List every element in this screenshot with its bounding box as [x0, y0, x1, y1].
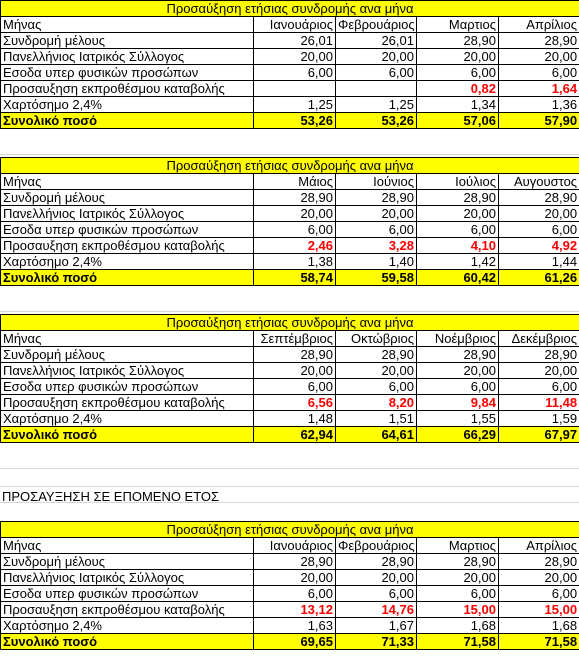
gridline	[0, 311, 579, 312]
cell[interactable]: 28,90	[336, 554, 417, 570]
total-row	[1, 113, 579, 129]
row-label[interactable]: Πανελλήνιος Ιατρικός Σύλλογος	[1, 206, 254, 222]
table-row	[1, 554, 579, 570]
cell[interactable]: 20,00	[254, 49, 336, 65]
total-cell[interactable]: 71,58	[499, 634, 579, 650]
total-cell[interactable]: 57,06	[417, 113, 499, 129]
cell[interactable]: 26,01	[254, 33, 336, 49]
row-label[interactable]: Συνδρομή μέλους	[1, 347, 254, 363]
cell[interactable]: 0,82	[417, 81, 499, 97]
total-row	[1, 634, 579, 650]
increase-table-3	[0, 314, 579, 443]
cell[interactable]: 1,36	[499, 97, 579, 113]
cell[interactable]: 6,00	[336, 586, 417, 602]
cell[interactable]: 1,67	[336, 618, 417, 634]
cell[interactable]: 20,00	[336, 363, 417, 379]
total-row	[1, 427, 579, 443]
cell[interactable]: 6,00	[499, 379, 579, 395]
cell[interactable]: 20,00	[417, 49, 499, 65]
cell[interactable]: 1,55	[417, 411, 499, 427]
cell[interactable]: 20,00	[499, 49, 579, 65]
cell[interactable]: 20,00	[336, 49, 417, 65]
month-header[interactable]: Ιανουάριος	[254, 17, 336, 33]
increase-table-next-year	[0, 521, 579, 650]
cell[interactable]: 28,90	[336, 347, 417, 363]
row-label[interactable]: Εσοδα υπερ φυσικών προσώπων	[1, 222, 254, 238]
table-row	[1, 222, 579, 238]
month-header[interactable]: Απρίλιος	[499, 538, 579, 554]
table-row	[1, 570, 579, 586]
cell[interactable]: 28,90	[336, 190, 417, 206]
table-title: Προσαύξηση ετήσιας συνδρομής ανα μήνα	[1, 522, 579, 538]
total-cell[interactable]: 71,58	[417, 634, 499, 650]
month-header[interactable]: Φεβρουάριος	[336, 17, 417, 33]
month-header[interactable]: Ιανουάριος	[254, 538, 336, 554]
cell[interactable]: 1,64	[499, 81, 579, 97]
row-label[interactable]: Προσαυξηση εκπροθέσμου καταβολής	[1, 81, 254, 97]
row-label[interactable]: Χαρτόσημο 2,4%	[1, 411, 254, 427]
next-year-heading[interactable]: ΠΡΟΣΑΥΞΗΣΗ ΣΕ ΕΠΟΜΕΝΟ ΕΤΟΣ	[2, 489, 220, 504]
cell[interactable]: 20,00	[336, 206, 417, 222]
total-cell[interactable]: 57,90	[499, 113, 579, 129]
cell[interactable]: 1,25	[254, 97, 336, 113]
cell[interactable]: 20,00	[417, 570, 499, 586]
total-cell[interactable]: 64,61	[336, 427, 417, 443]
total-label[interactable]: Συνολικό ποσό	[1, 427, 254, 443]
month-header-label[interactable]: Μήνας	[1, 17, 254, 33]
table-row	[1, 618, 579, 634]
cell[interactable]: 20,00	[336, 570, 417, 586]
cell[interactable]: 20,00	[499, 363, 579, 379]
row-label[interactable]: Προσαυξηση εκπροθέσμου καταβολής	[1, 395, 254, 411]
total-cell[interactable]: 61,26	[499, 270, 579, 286]
cell[interactable]: 1,51	[336, 411, 417, 427]
table-row	[1, 379, 579, 395]
cell[interactable]: 28,90	[417, 554, 499, 570]
cell[interactable]	[336, 81, 417, 97]
cell[interactable]: 1,38	[254, 254, 336, 270]
cell[interactable]: 15,00	[417, 602, 499, 618]
table-row	[1, 33, 579, 49]
cell[interactable]: 6,00	[499, 65, 579, 81]
table-title: Προσαύξηση ετήσιας συνδρομής ανα μήνα	[1, 1, 579, 17]
table-row	[1, 238, 579, 254]
month-header-label[interactable]: Μήνας	[1, 174, 254, 190]
row-label[interactable]: Εσοδα υπερ φυσικών προσώπων	[1, 586, 254, 602]
total-row	[1, 270, 579, 286]
month-header[interactable]: Δεκέμβριος	[499, 331, 579, 347]
row-label[interactable]: Συνδρομή μέλους	[1, 33, 254, 49]
cell[interactable]: 6,00	[254, 586, 336, 602]
cell[interactable]: 20,00	[254, 363, 336, 379]
cell[interactable]: 6,00	[336, 65, 417, 81]
month-header[interactable]: Οκτώβριος	[336, 331, 417, 347]
month-header[interactable]: Μάιος	[254, 174, 336, 190]
cell[interactable]: 1,48	[254, 411, 336, 427]
row-label[interactable]: Χαρτόσημο 2,4%	[1, 254, 254, 270]
cell[interactable]: 6,00	[417, 586, 499, 602]
cell[interactable]: 28,90	[499, 347, 579, 363]
table-row	[1, 97, 579, 113]
total-label[interactable]: Συνολικό ποσό	[1, 270, 254, 286]
cell[interactable]: 1,59	[499, 411, 579, 427]
cell[interactable]: 1,63	[254, 618, 336, 634]
month-header[interactable]: Μαρτιος	[417, 538, 499, 554]
cell[interactable]: 6,00	[254, 65, 336, 81]
total-cell[interactable]: 53,26	[254, 113, 336, 129]
cell[interactable]	[254, 81, 336, 97]
table-row	[1, 602, 579, 618]
cell[interactable]: 28,90	[499, 190, 579, 206]
table-row	[1, 190, 579, 206]
table-row	[1, 347, 579, 363]
cell[interactable]: 1,68	[417, 618, 499, 634]
table-title: Προσαύξηση ετήσιας συνδρομής ανα μήνα	[1, 158, 579, 174]
month-header[interactable]: Απρίλιος	[499, 17, 579, 33]
table-row	[1, 254, 579, 270]
cell[interactable]: 14,76	[336, 602, 417, 618]
cell[interactable]: 4,92	[499, 238, 579, 254]
cell[interactable]: 20,00	[417, 363, 499, 379]
cell[interactable]: 1,40	[336, 254, 417, 270]
gridline	[0, 154, 579, 155]
row-label[interactable]: Πανελλήνιος Ιατρικός Σύλλογος	[1, 363, 254, 379]
month-header-label[interactable]: Μήνας	[1, 331, 254, 347]
table-title: Προσαύξηση ετήσιας συνδρομής ανα μήνα	[1, 315, 579, 331]
row-label[interactable]: Πανελλήνιος Ιατρικός Σύλλογος	[1, 570, 254, 586]
row-label[interactable]: Χαρτόσημο 2,4%	[1, 97, 254, 113]
cell[interactable]: 8,20	[336, 395, 417, 411]
cell[interactable]: 1,68	[499, 618, 579, 634]
gridline	[0, 486, 579, 487]
increase-table-2	[0, 157, 579, 286]
cell[interactable]: 20,00	[499, 570, 579, 586]
cell[interactable]: 6,00	[254, 222, 336, 238]
month-header-label[interactable]: Μήνας	[1, 538, 254, 554]
row-label[interactable]: Πανελλήνιος Ιατρικός Σύλλογος	[1, 49, 254, 65]
cell[interactable]: 28,90	[499, 33, 579, 49]
row-label[interactable]: Εσοδα υπερ φυσικών προσώπων	[1, 65, 254, 81]
table-row	[1, 65, 579, 81]
cell[interactable]: 20,00	[499, 206, 579, 222]
total-label[interactable]: Συνολικό ποσό	[1, 634, 254, 650]
cell[interactable]: 28,90	[417, 347, 499, 363]
table-row	[1, 395, 579, 411]
cell[interactable]: 1,25	[336, 97, 417, 113]
cell[interactable]: 11,48	[499, 395, 579, 411]
cell[interactable]: 28,90	[254, 554, 336, 570]
cell[interactable]: 20,00	[417, 206, 499, 222]
cell[interactable]: 3,28	[336, 238, 417, 254]
total-label[interactable]: Συνολικό ποσό	[1, 113, 254, 129]
cell[interactable]: 28,90	[499, 554, 579, 570]
cell[interactable]: 6,00	[336, 379, 417, 395]
row-label[interactable]: Προσαυξηση εκπροθέσμου καταβολής	[1, 602, 254, 618]
cell[interactable]: 6,00	[417, 222, 499, 238]
total-cell[interactable]: 60,42	[417, 270, 499, 286]
cell[interactable]: 6,00	[417, 65, 499, 81]
month-header[interactable]: Ιούλιος	[417, 174, 499, 190]
total-cell[interactable]: 62,94	[254, 427, 336, 443]
cell[interactable]: 4,10	[417, 238, 499, 254]
cell[interactable]: 20,00	[254, 570, 336, 586]
total-cell[interactable]: 71,33	[336, 634, 417, 650]
month-header[interactable]: Ιούνιος	[336, 174, 417, 190]
month-header[interactable]: Σεπτέμβριος	[254, 331, 336, 347]
row-label[interactable]: Χαρτόσημο 2,4%	[1, 618, 254, 634]
row-label[interactable]: Συνδρομή μέλους	[1, 554, 254, 570]
total-cell[interactable]: 67,97	[499, 427, 579, 443]
table-row	[1, 586, 579, 602]
row-label[interactable]: Εσοδα υπερ φυσικών προσώπων	[1, 379, 254, 395]
cell[interactable]: 26,01	[336, 33, 417, 49]
month-header[interactable]: Νοέμβριος	[417, 331, 499, 347]
cell[interactable]: 28,90	[254, 190, 336, 206]
cell[interactable]: 6,00	[336, 222, 417, 238]
table-row	[1, 363, 579, 379]
total-cell[interactable]: 58,74	[254, 270, 336, 286]
cell[interactable]: 28,90	[417, 33, 499, 49]
total-cell[interactable]: 69,65	[254, 634, 336, 650]
cell[interactable]: 6,56	[254, 395, 336, 411]
row-label[interactable]: Συνδρομή μέλους	[1, 190, 254, 206]
increase-table-1	[0, 0, 579, 129]
gridline	[0, 468, 579, 469]
cell[interactable]: 28,90	[417, 190, 499, 206]
month-header[interactable]: Αυγουστος	[499, 174, 579, 190]
cell[interactable]: 6,00	[254, 379, 336, 395]
total-cell[interactable]: 59,58	[336, 270, 417, 286]
table-row	[1, 411, 579, 427]
row-label[interactable]: Προσαυξηση εκπροθέσμου καταβολής	[1, 238, 254, 254]
cell[interactable]: 6,00	[499, 222, 579, 238]
month-header[interactable]: Μαρτιος	[417, 17, 499, 33]
cell[interactable]: 1,42	[417, 254, 499, 270]
cell[interactable]: 6,00	[499, 586, 579, 602]
cell[interactable]: 20,00	[254, 206, 336, 222]
cell[interactable]: 28,90	[254, 347, 336, 363]
cell[interactable]: 2,46	[254, 238, 336, 254]
cell[interactable]: 1,44	[499, 254, 579, 270]
table-row	[1, 206, 579, 222]
table-row	[1, 81, 579, 97]
total-cell[interactable]: 53,26	[336, 113, 417, 129]
cell[interactable]: 13,12	[254, 602, 336, 618]
cell[interactable]: 6,00	[417, 379, 499, 395]
cell[interactable]: 15,00	[499, 602, 579, 618]
table-row	[1, 49, 579, 65]
cell[interactable]: 1,34	[417, 97, 499, 113]
month-header[interactable]: Φεβρουάριος	[336, 538, 417, 554]
total-cell[interactable]: 66,29	[417, 427, 499, 443]
cell[interactable]: 9,84	[417, 395, 499, 411]
